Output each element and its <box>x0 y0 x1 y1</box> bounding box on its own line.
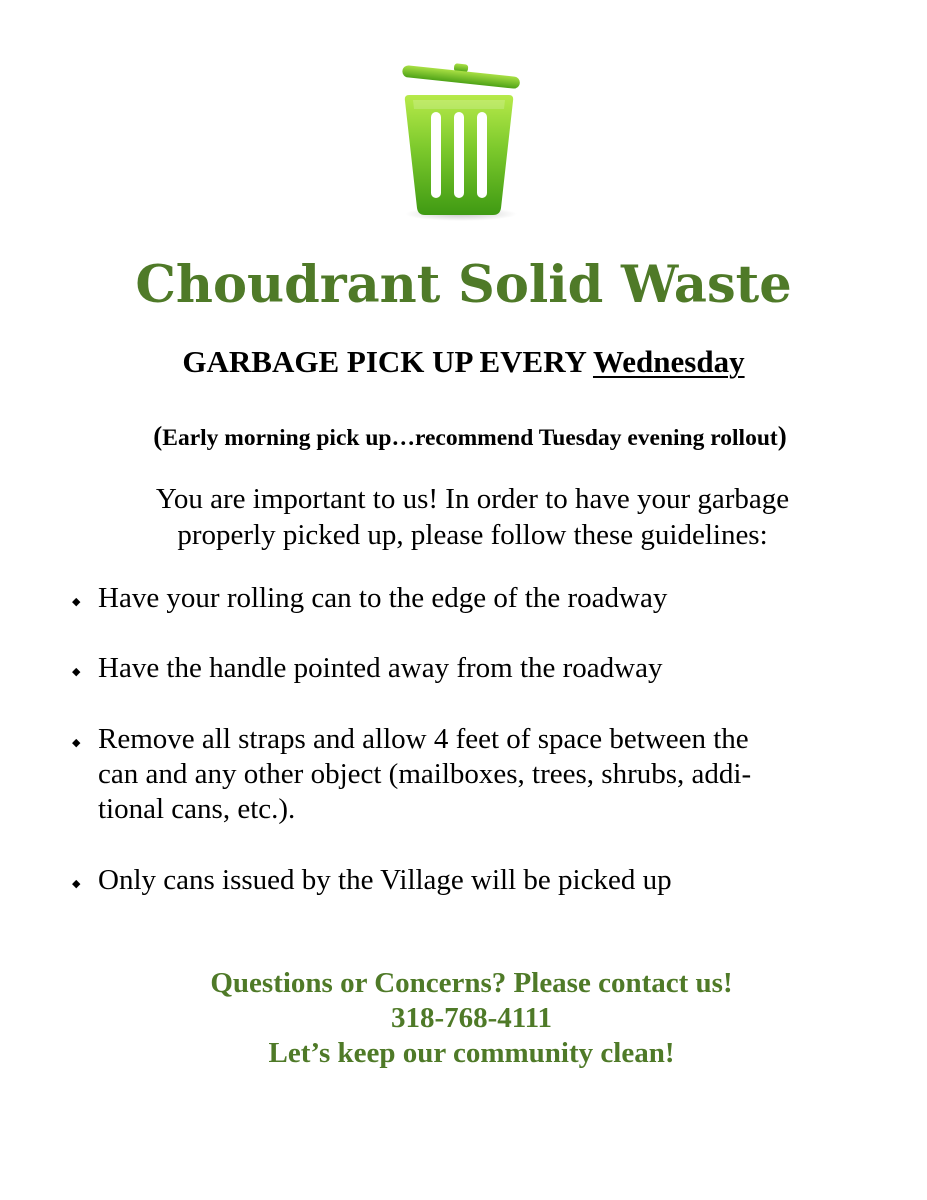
guideline-line: Have the handle pointed away from the roadway <box>98 652 663 684</box>
list-item <box>72 651 872 686</box>
contact-question: Questions or Concerns? Please contact us! <box>210 967 733 999</box>
rollout-note <box>0 420 927 454</box>
intro-line: You are important to us! In order to have your garbage <box>155 483 790 515</box>
contact-slogan: Let’s keep our community clean! <box>268 1037 675 1069</box>
guideline-text <box>98 863 872 898</box>
note-open-paren: ( <box>153 421 163 451</box>
note-close-paren: ) <box>777 421 787 451</box>
intro-line: properly picked up, please follow these guidelines: <box>177 519 768 551</box>
note-text: Early morning pick up…recommend Tuesday evening rollout <box>162 425 778 451</box>
guideline-text <box>98 651 872 686</box>
guideline-line: tional cans, etc.). <box>98 793 296 825</box>
page-title: Choudrant Solid Waste <box>135 255 792 315</box>
diamond-bullet-icon: ◆ <box>72 595 81 608</box>
trash-can-icon <box>395 62 530 227</box>
contact-phone: 318-768-4111 <box>390 1002 553 1034</box>
guideline-line: Remove all straps and allow 4 feet of space between the <box>98 723 749 755</box>
guideline-text <box>98 722 872 827</box>
list-item <box>72 581 872 616</box>
pickup-day: Wednesday <box>592 344 745 379</box>
list-item <box>72 863 872 898</box>
diamond-bullet-icon: ◆ <box>72 877 81 890</box>
guideline-line: Only cans issued by the Village will be picked up <box>98 864 672 896</box>
guideline-line: can and any other object (mailboxes, trees, shrubs, addi- <box>98 758 752 790</box>
diamond-bullet-icon: ◆ <box>72 665 81 678</box>
list-item <box>72 722 872 827</box>
diamond-bullet-icon: ◆ <box>72 736 81 749</box>
intro-paragraph <box>0 481 927 553</box>
schedule-prefix: GARBAGE PICK UP EVERY <box>182 344 586 379</box>
guideline-text <box>98 581 872 616</box>
contact-section <box>0 966 927 1071</box>
pickup-schedule-heading <box>0 342 927 382</box>
guideline-line: Have your rolling can to the edge of the roadway <box>98 582 668 614</box>
